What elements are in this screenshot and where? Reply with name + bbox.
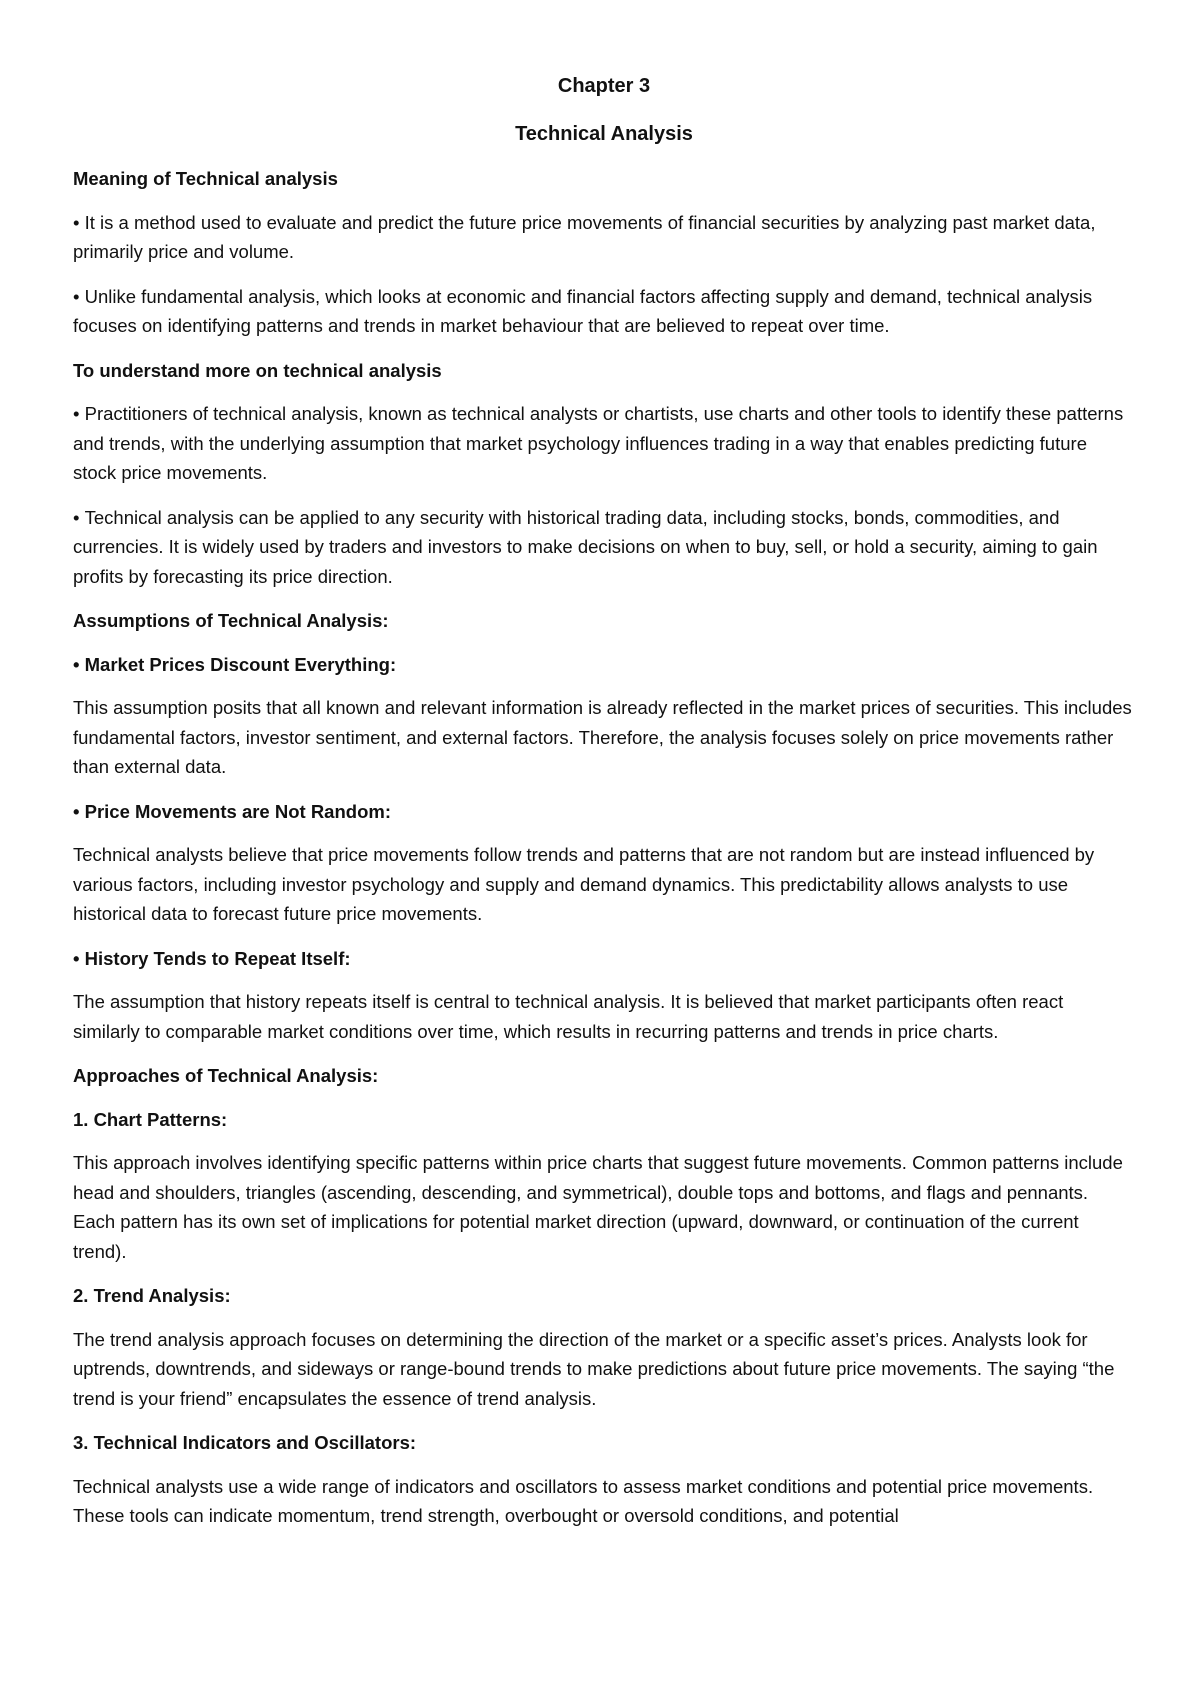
approach-3-text: Technical analysts use a wide range of indicators and oscillators to assess market conditions and potential price movements. These tools can indicate momentum, trend strength, overbought or oversold conditions, and potential	[73, 1475, 1094, 1526]
document-page	[73, 72, 1135, 1546]
paragraph-meaning-2: • Unlike fundamental analysis, which looks at economic and financial factors affecting supply and demand, technical analysis focuses on identifying patterns and trends in market behaviour that are believed to repeat over time.	[73, 282, 1135, 341]
assumption-2-title: • Price Movements are Not Random:	[73, 797, 1135, 827]
chapter-title: Technical Analysis	[515, 123, 693, 145]
approach-3-title: 3. Technical Indicators and Oscillators:	[73, 1432, 417, 1453]
heading-understand: To understand more on technical analysis	[73, 359, 442, 381]
heading-approaches: Approaches of Technical Analysis:	[73, 1065, 379, 1086]
approach-1-text: This approach involves identifying specific patterns within price charts that suggest future movements. Common patterns include head and shoulders, triangles (ascending, descending, and symmetrical), double tops and bottoms, and flags and pennants. Each pattern has its own set of implications for potential market direction (upward, downward, or continuation of the current trend).	[73, 1152, 1123, 1262]
approach-1-title: 1. Chart Patterns:	[73, 1108, 228, 1130]
paragraph-meaning-1: • It is a method used to evaluate and predict the future price movements of financial securities by analyzing past market data, primarily price and volume.	[73, 208, 1135, 267]
approach-2-text: The trend analysis approach focuses on determining the direction of the market or a specific asset’s prices. Analysts look for uptrends, downtrends, and sideways or range-bound trends to make predictions about future price movements. The saying “the trend is your friend” encapsulates the essence of trend analysis.	[73, 1328, 1115, 1409]
assumption-3-text: The assumption that history repeats itself is central to technical analysis. It is believed that market participants often react similarly to comparable market conditions over time, which results in recurring patterns and trends in price charts.	[73, 991, 1064, 1042]
chapter-number: Chapter 3	[557, 75, 651, 97]
assumption-1-title: • Market Prices Discount Everything:	[73, 650, 1135, 680]
heading-assumptions: Assumptions of Technical Analysis:	[73, 610, 389, 631]
assumption-2-text: Technical analysts believe that price movements follow trends and patterns that are not random but are instead influenced by various factors, including investor psychology and supply and demand dynamics. This predictability allows analysts to use historical data to forecast future price movements.	[73, 844, 1095, 924]
paragraph-understand-1: • Practitioners of technical analysis, known as technical analysts or chartists, use charts and other tools to identify these patterns and trends, with the underlying assumption that market psychology influences trading in a way that enables predicting future stock price movements.	[73, 399, 1135, 488]
approach-2-title: 2. Trend Analysis:	[73, 1285, 231, 1306]
assumption-3-title: • History Tends to Repeat Itself:	[73, 944, 1135, 974]
paragraph-understand-2: • Technical analysis can be applied to any security with historical trading data, including stocks, bonds, commodities, and currencies. It is widely used by traders and investors to make decisions on when to buy, sell, or hold a security, aiming to gain profits by forecasting its price direction.	[73, 503, 1135, 592]
heading-meaning: Meaning of Technical analysis	[73, 168, 338, 189]
assumption-1-text: This assumption posits that all known and relevant information is already reflected in the market prices of securities. This includes fundamental factors, investor sentiment, and external factors. Therefore, the analysis focuses solely on price movements rather than external data.	[73, 697, 1132, 777]
